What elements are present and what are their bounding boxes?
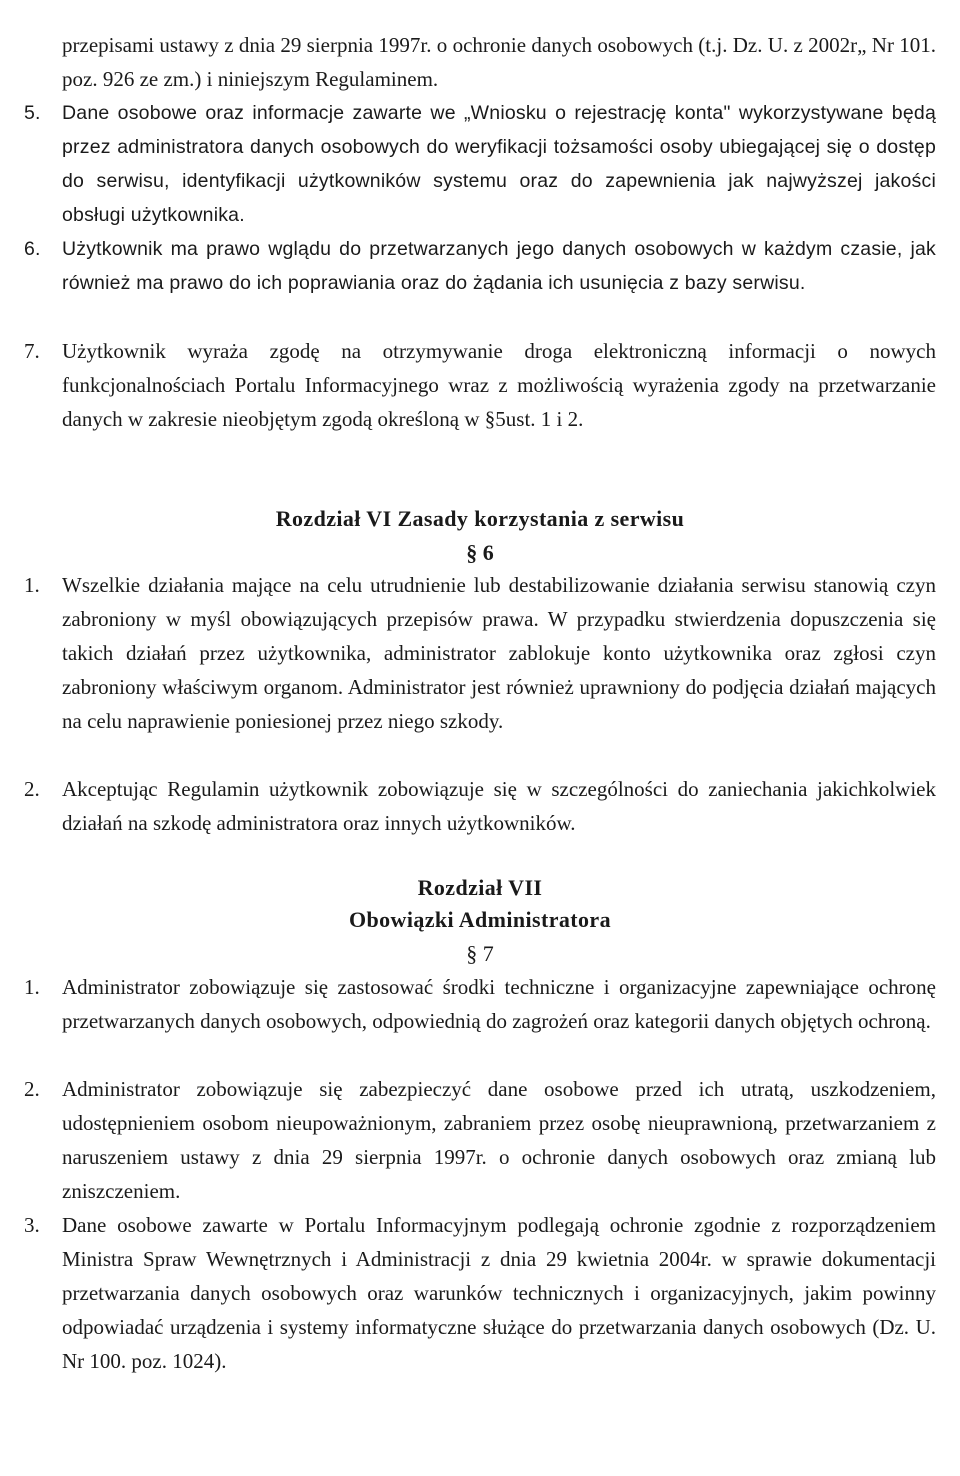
list-item-number: 5.	[24, 102, 41, 124]
chapter-6-item-1	[24, 568, 936, 738]
list-item-number: 2.	[24, 1077, 40, 1101]
intro-continuation-text: przepisami ustawy z dnia 29 sierpnia 1997r. o ochronie danych osobowych (t.j. Dz. U. z 2002r„ Nr 101. poz. 926 ze zm.) i niniejszym Regulaminem.	[62, 33, 936, 91]
list-item-7	[24, 334, 936, 436]
list-item-text: Administrator zobowiązuje się zabezpieczyć dane osobowe przed ich utratą, uszkodzeniem, udostępnieniem osobom nieupoważnionym, zabraniem przez osobę nieuprawnioną, przetwarzaniem z naruszeniem ustawy z dnia 29 sierpnia 1997r. o ochronie danych osobowych oraz zmianą lub zniszczeniem.	[62, 1077, 936, 1203]
list-item-number: 6.	[24, 238, 41, 260]
list-item-text: Administrator zobowiązuje się zastosować środki techniczne i organizacyjne zapewniające ochronę przetwarzanych danych osobowych, odpowiednią do zagrożeń oraz kategorii danych objętych ochroną.	[62, 975, 936, 1033]
chapter-7-subheading: Obowiązki Administratora	[349, 907, 611, 932]
chapter-6-heading: Rozdział VI Zasady korzystania z serwisu	[275, 506, 685, 531]
chapter-6-paragraph-mark: § 6	[466, 540, 494, 565]
chapter-7-heading: Rozdział VII	[417, 875, 543, 900]
chapter-7-item-3	[24, 1208, 936, 1378]
list-item-number: 7.	[24, 339, 40, 363]
list-item-number: 3.	[24, 1213, 40, 1237]
chapter-7-item-1	[24, 970, 936, 1038]
list-item-text: Akceptując Regulamin użytkownik zobowiązuje się w szczególności do zaniechania jakichkolwiek działań na szkodę administratora oraz innych użytkowników.	[62, 777, 936, 835]
list-item-number: 2.	[24, 777, 40, 801]
list-item-5	[24, 96, 936, 232]
list-item-text: Dane osobowe oraz informacje zawarte we „Wniosku o rejestrację konta" wykorzystywane będą przez administratora danych osobowych do weryfikacji tożsamości osoby ubiegającej się o dostęp do serwisu, identyfikacji użytkowników systemu oraz do zapewnienia jak najwyższej jakości obsługi użytkownika.	[62, 102, 936, 226]
list-item-6	[24, 232, 936, 300]
chapter-6-item-2	[24, 772, 936, 840]
list-item-text: Dane osobowe zawarte w Portalu Informacyjnym podlegają ochronie zgodnie z rozporządzeniem Ministra Spraw Wewnętrznych i Administracji z dnia 29 kwietnia 2004r. w sprawie dokumentacji przetwarzania danych osobowych oraz warunków technicznych i organizacyjnych, jakim powinny odpowiadać urządzenia i systemy informatyczne służące do przetwarzania danych osobowych (Dz. U. Nr 100. poz. 1024).	[62, 1213, 936, 1373]
list-item-text: Wszelkie działania mające na celu utrudnienie lub destabilizowanie działania serwisu stanowią czyn zabroniony w myśl obowiązujących przepisów prawa. W przypadku stwierdzenia dopuszczenia się takich działań przez użytkownika, administrator zablokuje konto użytkownika oraz zgłosi czyn zabroniony właściwym organom. Administrator jest również uprawniony do podjęcia działań mających na celu naprawienie poniesionej przez niego szkody.	[62, 573, 936, 733]
list-item-number: 1.	[24, 975, 40, 999]
list-item-text: Użytkownik wyraża zgodę na otrzymywanie droga elektroniczną informacji o nowych funkcjonalnościach Portalu Informacyjnego wraz z możliwością wyrażenia zgody na przetwarzanie danych w zakresie nieobjętym zgodą określoną w §5ust. 1 i 2.	[62, 339, 936, 431]
list-item-number: 1.	[24, 573, 40, 597]
chapter-7-item-2	[24, 1072, 936, 1208]
list-item-text: Użytkownik ma prawo wglądu do przetwarzanych jego danych osobowych w każdym czasie, jak również ma prawo do ich poprawiania oraz do żądania ich usunięcia z bazy serwisu.	[62, 238, 936, 294]
chapter-7-paragraph-mark: § 7	[466, 941, 494, 966]
